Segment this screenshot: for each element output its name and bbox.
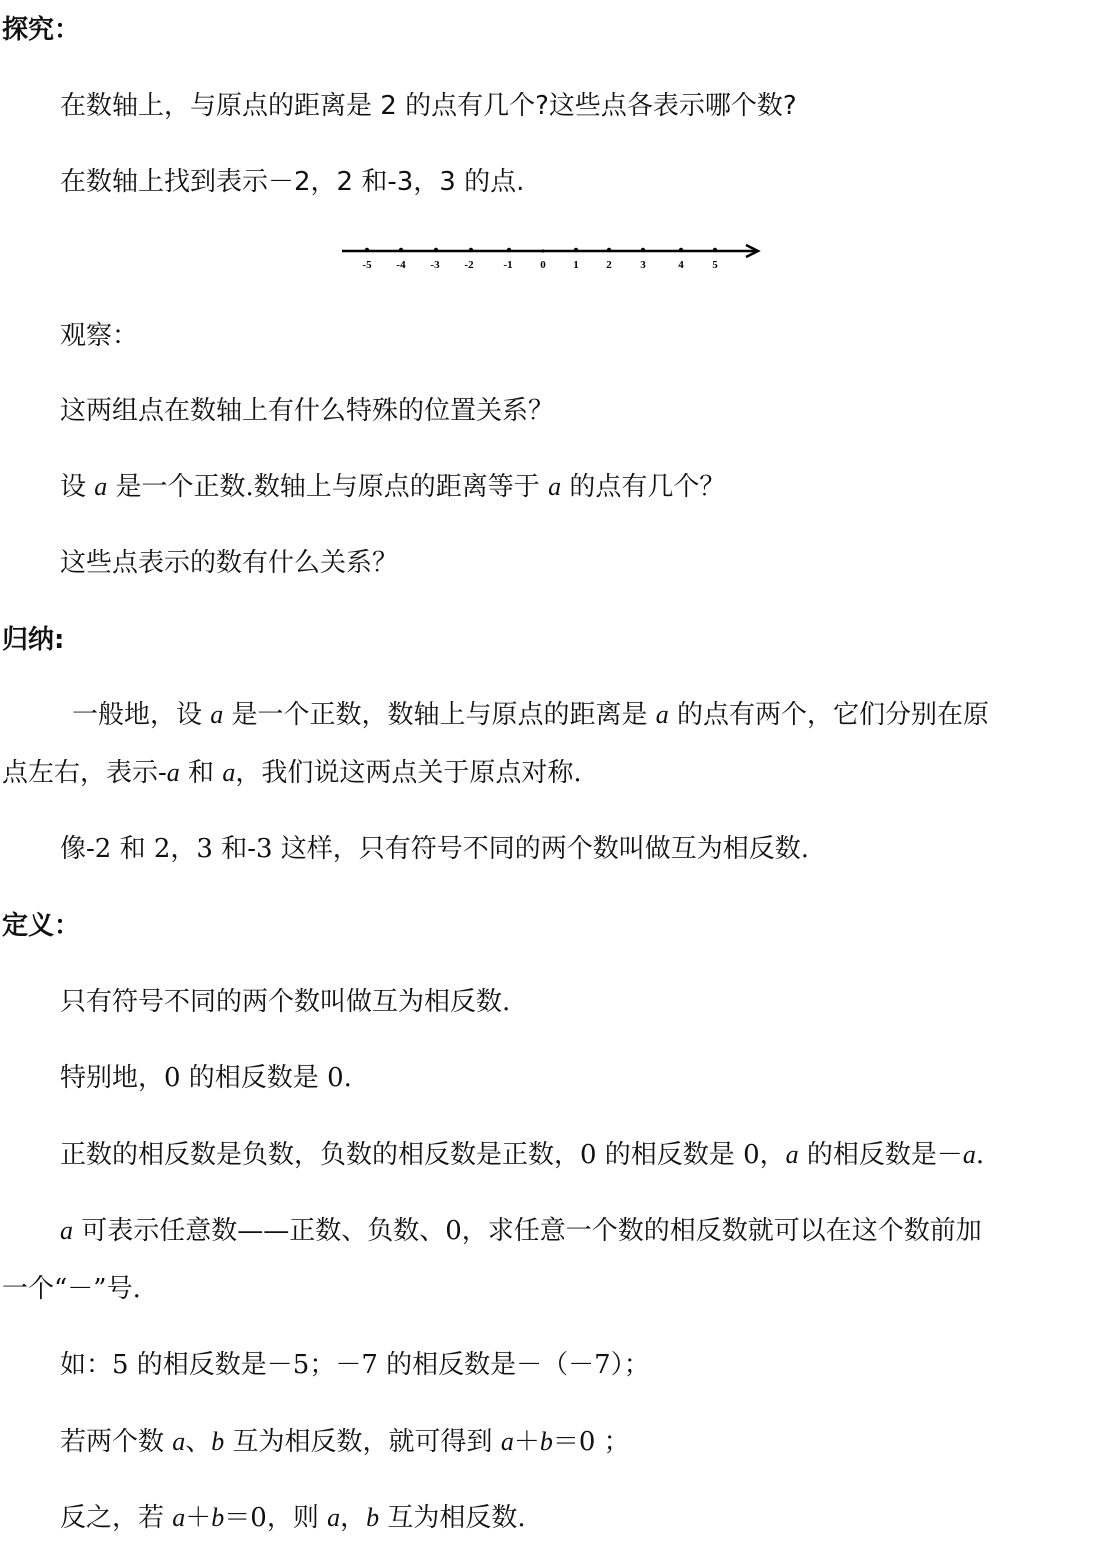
- tick-label: -2: [464, 259, 474, 271]
- summary-paragraph-2: 像-2 和 2，3 和-3 这样，只有符号不同的两个数叫做互为相反数.: [60, 834, 810, 864]
- summary-paragraph-line-2: 点左右，表示-a 和 a，我们说这两点关于原点对称.: [2, 758, 582, 788]
- definition-3: 正数的相反数是负数，负数的相反数是正数，0 的相反数是 0，a 的相反数是－a.: [60, 1140, 985, 1170]
- explore-question-2: 在数轴上找到表示－2，2 和-3，3 的点.: [60, 167, 525, 197]
- definition-1: 只有符号不同的两个数叫做互为相反数.: [60, 987, 511, 1017]
- tick-label: 5: [712, 259, 718, 271]
- explore-question-1: 在数轴上，与原点的距离是 2 的点有几个?这些点各表示哪个数?: [60, 91, 797, 121]
- heading-definition: 定义：: [2, 911, 81, 941]
- tick-label: -3: [430, 259, 440, 271]
- tick-label: 3: [640, 259, 646, 271]
- heading-explore: 探究：: [2, 15, 81, 45]
- definition-4-line-2: 一个“－”号.: [2, 1274, 141, 1304]
- observe-question-2: 设 a 是一个正数.数轴上与原点的距离等于 a 的点有几个？: [60, 472, 726, 502]
- summary-paragraph-line-1: 一般地，设 a 是一个正数，数轴上与原点的距离是 a 的点有两个，它们分别在原: [72, 700, 990, 730]
- tick-label: -4: [396, 259, 406, 271]
- tick-label: -5: [362, 259, 372, 271]
- tick-label: 1: [573, 259, 579, 271]
- number-line-figure: [336, 236, 766, 276]
- observe-question-1: 这两组点在数轴上有什么特殊的位置关系？: [60, 396, 555, 426]
- definition-4-line-1: a 可表示任意数——正数、负数、0，求任意一个数的相反数就可以在这个数前加: [60, 1216, 982, 1246]
- tick-label: 0: [540, 259, 546, 271]
- example-2: 若两个数 a、b 互为相反数，就可得到 a＋b＝0 ；: [60, 1427, 630, 1457]
- variable-a: a: [94, 472, 108, 501]
- heading-summary: 归纳:: [2, 625, 65, 655]
- tick-label: 4: [678, 259, 684, 271]
- observe-label: 观察：: [60, 321, 139, 351]
- example-1: 如：5 的相反数是－5；－7 的相反数是－（－7）；: [60, 1350, 650, 1380]
- tick-label: -1: [503, 259, 513, 271]
- example-3: 反之，若 a＋b＝0，则 a，b 互为相反数.: [60, 1503, 526, 1533]
- tick-label: 2: [606, 259, 612, 271]
- observe-question-3: 这些点表示的数有什么关系？: [60, 548, 399, 578]
- definition-2: 特别地，0 的相反数是 0.: [60, 1063, 352, 1093]
- variable-a: a: [548, 472, 562, 501]
